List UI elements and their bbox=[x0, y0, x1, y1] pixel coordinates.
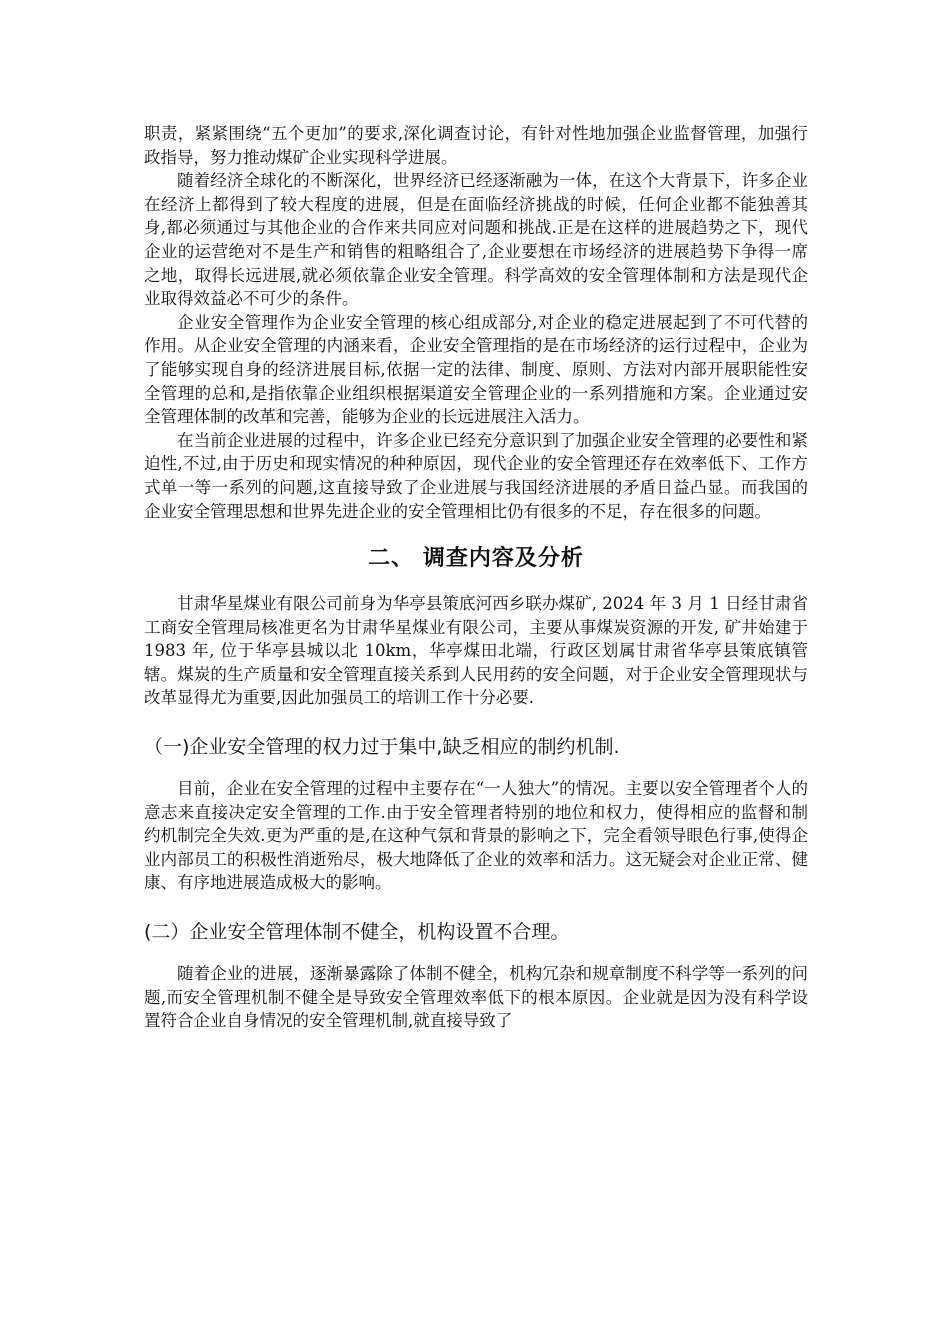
document-page bbox=[144, 122, 808, 1033]
paragraph-continuation: 职责，紧紧围绕“五个更加”的要求,深化调查讨论，有针对性地加强企业监督管理，加强行政指导，努力推动煤矿企业实现科学进展。 bbox=[144, 124, 808, 167]
paragraph-globalization: 随着经济全球化的不断深化，世界经济已经逐渐融为一体，在这个大背景下，许多企业在经济上都得到了较大程度的进展，但是在面临经济挑战的时候，任何企业都不能独善其身,都必须通过与其他企业的合作来共同应对问题和挑战.正是在这样的进展趋势之下，现代企业的运营绝对不是生产和销售的粗略组合了,企业要想在市场经济的进展趋势下争得一席之地，取得长远进展,就必须依靠企业安全管理。科学高效的安全管理体制和方法是现代企业取得效益必不可少的条件。 bbox=[144, 171, 808, 309]
subsection-heading-1: （一)企业安全管理的权力过于集中,缺乏相应的制约机制. bbox=[144, 736, 620, 759]
section-heading: 二、 调查内容及分析 bbox=[368, 546, 584, 572]
paragraph-subsection-2: 随着企业的进展，逐渐暴露除了体制不健全，机构冗杂和规章制度不科学等一系列的问题,而安全管理机制不健全是导致安全管理效率低下的根本原因。企业就是因为没有科学设置符合企业自身情况的安全管理机制,就直接导致了 bbox=[144, 964, 808, 1031]
paragraph-company-intro: 甘肃华星煤业有限公司前身为华亭县策底河西乡联办煤矿, 2024 年 3 月 1 日经甘肃省工商安全管理局核准更名为甘肃华星煤业有限公司，主要从事煤炭资源的开发, 矿井始建于 1983 年, 位于华亭县城以北 10km，华亭煤田北端，行政区划属甘肃省华亭县策底镇管辖。煤炭的生产质量和安全管理直接关系到人民用药的安全问题，对于企业安全管理现状与改革显得尤为重要,因此加强员工的培训工作十分必要. bbox=[144, 594, 808, 708]
paragraph-subsection-1: 目前，企业在安全管理的过程中主要存在“一人独大”的情况。主要以安全管理者个人的意志来直接决定安全管理的工作.由于安全管理者特别的地位和权力，使得相应的监督和制约机制完全失效.更为严重的是,在这种气氛和背景的影响之下，完全看领导眼色行事,使得企业内部员工的积极性消逝殆尽，极大地降低了企业的效率和活力。这无疑会对企业正常、健康、有序地进展造成极大的影响。 bbox=[144, 779, 808, 893]
paragraph-current-issues: 在当前企业进展的过程中，许多企业已经充分意识到了加强企业安全管理的必要性和紧迫性,不过,由于历史和现实情况的种种原因，现代企业的安全管理还存在效率低下、工作方式单一等一系列的问题,这直接导致了企业进展与我国经济进展的矛盾日益凸显。而我国的企业安全管理思想和世界先进企业的安全管理相比仍有很多的不足，存在很多的问题。 bbox=[144, 430, 808, 521]
paragraph-safety-core: 企业安全管理作为企业安全管理的核心组成部分,对企业的稳定进展起到了不可代替的作用。从企业安全管理的内涵来看，企业安全管理指的是在市场经济的运行过程中，企业为了能够实现自身的经济进展目标,依据一定的法律、制度、原则、方法对内部开展职能性安全管理的总和,是指依靠企业组织根据渠道安全管理企业的一系列措施和方案。企业通过安全管理体制的改革和完善，能够为企业的长远进展注入活力。 bbox=[144, 312, 808, 427]
subsection-heading-2: (二）企业安全管理体制不健全，机构设置不合理。 bbox=[144, 921, 570, 944]
